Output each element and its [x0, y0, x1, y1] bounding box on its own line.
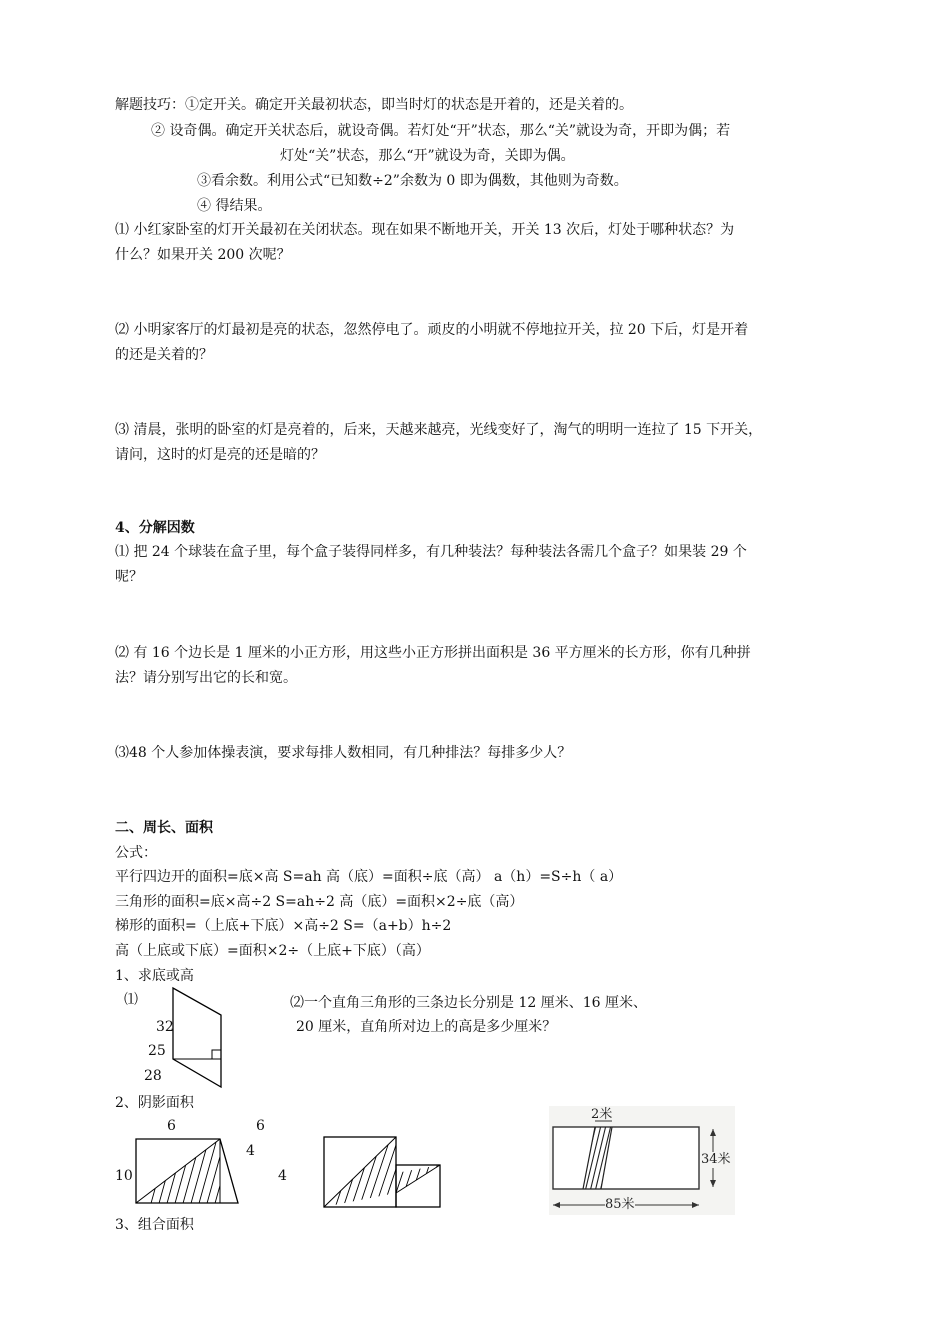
- tips-line-2: ② 设奇偶。确定开关状态后，就设奇偶。若灯处“开”状态，那么“关”就设为奇，开即为偶；若: [151, 123, 731, 139]
- figure-2-top-value: 6: [167, 1118, 176, 1134]
- light-problem-1-cont: 什么？如果开关 200 次呢？: [115, 247, 291, 263]
- tips-line-1: 解题技巧：①定开关。确定开关最初状态，即当时灯的状态是开着的，还是关着的。: [115, 97, 633, 113]
- formula-triangle: 三角形的面积=底×高÷2 S=ah÷2 高（底）=面积×2÷底（高）: [115, 894, 524, 910]
- light-problem-3: ⑶ 清晨，张明的卧室的灯是亮着的，后来，天越来越亮，光线变好了，淘气的明明一连拉了 15 下开关，: [115, 422, 763, 438]
- formula-label: 公式：: [115, 845, 157, 861]
- formula-parallelogram: 平行四边开的面积=底×高 S=ah 高（底）=面积÷底（高） a（h）=S÷h（ a）: [115, 869, 623, 885]
- factor-heading: 4、分解因数: [115, 520, 195, 536]
- road-area-photo: [549, 1106, 735, 1215]
- shaded-figure-2: [320, 1133, 445, 1211]
- factor-question-1: ⑴ 把 24 个球装在盒子里，每个盒子装得同样多，有几种装法？每种装法各需几个盒子？如果装 29 个: [115, 544, 747, 560]
- light-problem-1: ⑴ 小红家卧室的灯开关最初在关闭状态。现在如果不断地开关，开关 13 次后，灯处于哪种状态？为: [115, 222, 735, 238]
- triangle-question: ⑵一个直角三角形的三条边长分别是 12 厘米、16 厘米、: [290, 995, 647, 1011]
- figure-1-value-28: 28: [144, 1068, 162, 1084]
- factor-question-3: ⑶48 个人参加体操表演，要求每排人数相同，有几种排法？每排多少人？: [115, 745, 572, 761]
- light-problem-2-cont: 的还是关着的？: [115, 347, 213, 363]
- triangle-question-cont: 20 厘米，直角所对边上的高是多少厘米？: [296, 1019, 557, 1035]
- figure-2-left-value: 10: [115, 1168, 133, 1184]
- tips-line-3: 灯处“关”状态，那么“开”就设为奇，关即为偶。: [280, 148, 575, 164]
- figure-1-label: ⑴: [124, 992, 138, 1008]
- parallelogram-figure: [165, 985, 225, 1090]
- figure-1-value-32: 32: [156, 1019, 174, 1035]
- tips-line-5: ④ 得结果。: [197, 198, 272, 214]
- subheading-shaded-area: 2、阴影面积: [115, 1095, 194, 1111]
- factor-question-1-cont: 呢？: [115, 569, 143, 585]
- photo-top-label: 2米: [591, 1107, 613, 1122]
- photo-bottom-label: 85米: [605, 1197, 635, 1212]
- tips-line-4: ③看余数。利用公式“已知数÷2”余数为 0 即为偶数，其他则为奇数。: [197, 173, 628, 189]
- formula-trapezoid-height: 高（上底或下底）=面积×2÷（上底+下底）（高）: [115, 943, 430, 959]
- figure-3-top-value: 6: [256, 1118, 265, 1134]
- figure-3-mid-value: 4: [246, 1143, 255, 1159]
- light-problem-3-cont: 请问，这时的灯是亮的还是暗的？: [115, 447, 325, 463]
- shaded-figure-1: [130, 1135, 242, 1207]
- factor-question-2: ⑵ 有 16 个边长是 1 厘米的小正方形，用这些小正方形拼出面积是 36 平方厘米的长方形，你有几种拼: [115, 645, 751, 661]
- formula-trapezoid: 梯形的面积=（上底+下底）×高÷2 S=（a+b）h÷2: [115, 918, 452, 934]
- subheading-base-height: 1、求底或高: [115, 968, 194, 984]
- factor-question-2-cont: 法？请分别写出它的长和宽。: [115, 670, 297, 686]
- figure-1-value-25: 25: [148, 1043, 166, 1059]
- subheading-combined-area: 3、组合面积: [115, 1217, 194, 1233]
- area-heading: 二、周长、面积: [115, 820, 213, 836]
- figure-3-left-value: 4: [278, 1168, 287, 1184]
- light-problem-2: ⑵ 小明家客厅的灯最初是亮的状态，忽然停电了。顽皮的小明就不停地拉开关，拉 20 下后，灯是开着: [115, 322, 749, 338]
- photo-right-label: 34米: [701, 1152, 731, 1167]
